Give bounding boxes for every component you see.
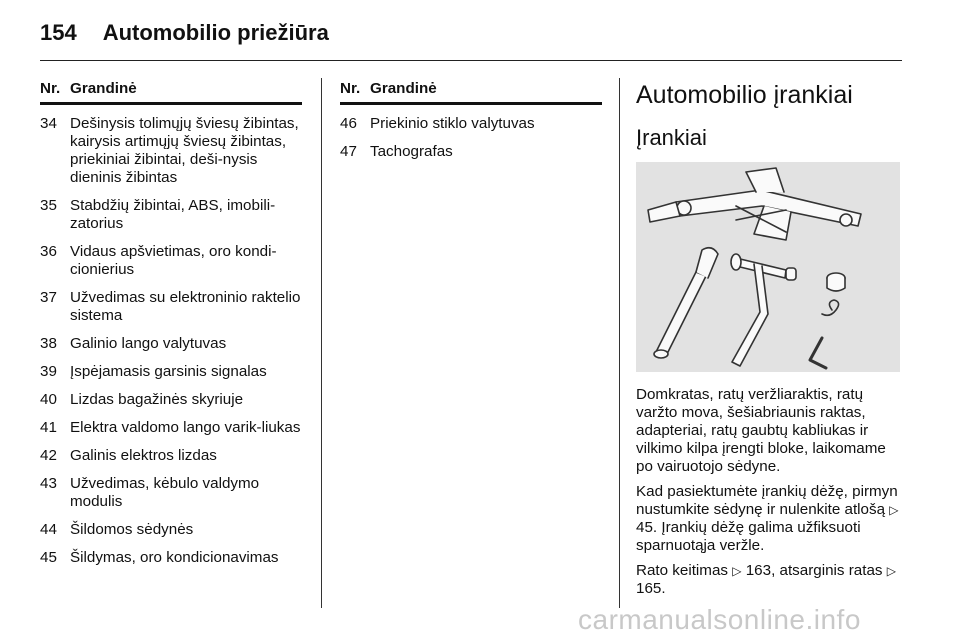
table-row [40, 363, 302, 381]
row-circuit: Šildymas, oro kondicionavimas [70, 549, 279, 566]
row-number: 46 [340, 115, 357, 132]
hubcap-hook-icon [822, 300, 839, 315]
table-row [40, 521, 302, 539]
page-header [40, 20, 902, 56]
cross-reference-arrow-icon: ▷ [732, 564, 742, 578]
table-row [40, 475, 302, 511]
wheel-wrench-icon [731, 254, 796, 366]
jack-icon [648, 168, 861, 240]
row-number: 38 [40, 335, 57, 352]
row-number: 41 [40, 419, 57, 436]
row-circuit: Dešinysis tolimųjų šviesų žibintas, kairysis artimųjų šviesų žibintas, priekiniai žibintai, deši-nysis dieninis žibintas [70, 115, 299, 186]
column-header-circuit: Grandinė [70, 80, 137, 97]
row-circuit: Elektra valdomo lango varik-liukas [70, 419, 301, 436]
table-row [40, 419, 302, 437]
row-circuit: Stabdžių žibintai, ABS, imobili-zatorius [70, 197, 276, 232]
adapter-icon [827, 273, 845, 291]
row-circuit: Galinio lango valytuvas [70, 335, 227, 352]
row-number: 34 [40, 115, 57, 132]
fuse-table-left [40, 80, 302, 577]
row-circuit: Šildomos sėdynės [70, 521, 194, 538]
fuse-table-right [340, 80, 602, 171]
page-reference[interactable]: 165 [636, 580, 662, 597]
see-also-text: Rato keitimas ▷ 163, atsarginis ratas ▷ 165. [636, 562, 896, 597]
watermark: carmanualsonline.info [578, 604, 861, 635]
column-divider [619, 78, 620, 608]
row-circuit: Lizdas bagažinės skyriuje [70, 391, 244, 408]
table-header [40, 80, 302, 105]
row-circuit: Priekinio stiklo valytuvas [370, 115, 535, 132]
table-row [40, 243, 302, 279]
table-row [40, 549, 302, 567]
hex-key-icon [810, 338, 826, 368]
cross-reference-arrow-icon: ▷ [886, 564, 896, 578]
column-header-circuit: Grandinė [370, 80, 437, 97]
toolbox-access-text: Kad pasiektumėte įrankių dėžę, pirmyn nustumkite sėdynę ir nulenkite atlošą ▷ 45. Įrankių dėžę galima užfiksuoti sparnuotąja veržle. [636, 483, 899, 554]
row-number: 44 [40, 521, 57, 538]
section-subheading: Įrankiai [636, 125, 707, 150]
row-circuit: Užvedimas su elektroninio raktelio sistema [70, 289, 301, 324]
row-number: 42 [40, 447, 57, 464]
row-circuit: Užvedimas, kėbulo valdymo modulis [70, 475, 260, 510]
row-number: 37 [40, 289, 57, 306]
column-divider [321, 78, 322, 608]
column-header-nr: Nr. [340, 80, 361, 97]
page-number: 154 [40, 20, 77, 45]
table-row [40, 289, 302, 325]
table-row [40, 335, 302, 353]
row-circuit: Galinis elektros lizdas [70, 447, 217, 464]
page-reference[interactable]: 45 [636, 519, 653, 536]
row-number: 35 [40, 197, 57, 214]
row-circuit: Įspėjamasis garsinis signalas [70, 363, 267, 380]
row-circuit: Vidaus apšvietimas, oro kondi-cionierius [70, 243, 277, 278]
row-number: 43 [40, 475, 57, 492]
header-rule [40, 60, 902, 61]
column-header-nr: Nr. [40, 80, 61, 97]
table-row [40, 391, 302, 409]
table-row [340, 143, 602, 161]
table-row [40, 197, 302, 233]
table-row [340, 115, 602, 133]
table-row [40, 115, 302, 187]
tow-eye-icon [654, 248, 718, 358]
row-circuit: Tachografas [370, 143, 453, 160]
row-number: 45 [40, 549, 57, 566]
row-number: 47 [340, 143, 357, 160]
row-number: 36 [40, 243, 57, 260]
page-title: Automobilio priežiūra [102, 20, 329, 45]
tools-section [636, 80, 902, 605]
table-rows [340, 115, 602, 161]
tools-drawing [636, 162, 900, 372]
section-heading: Automobilio įrankiai [636, 81, 853, 109]
tools-illustration [636, 162, 900, 372]
table-row [40, 447, 302, 465]
tools-description: Domkratas, ratų veržliaraktis, ratų varžto mova, šešiabriaunis raktas, adapteriai, ratų gaubtų kabliukas ir vilkimo kilpa įrengti bloke, laikomame po vairuotojo sėdyne. [636, 386, 886, 475]
row-number: 39 [40, 363, 57, 380]
cross-reference-arrow-icon: ▷ [889, 503, 899, 517]
table-header [340, 80, 602, 105]
row-number: 40 [40, 391, 57, 408]
table-rows [40, 115, 302, 567]
page-reference[interactable]: 163 [745, 562, 772, 579]
